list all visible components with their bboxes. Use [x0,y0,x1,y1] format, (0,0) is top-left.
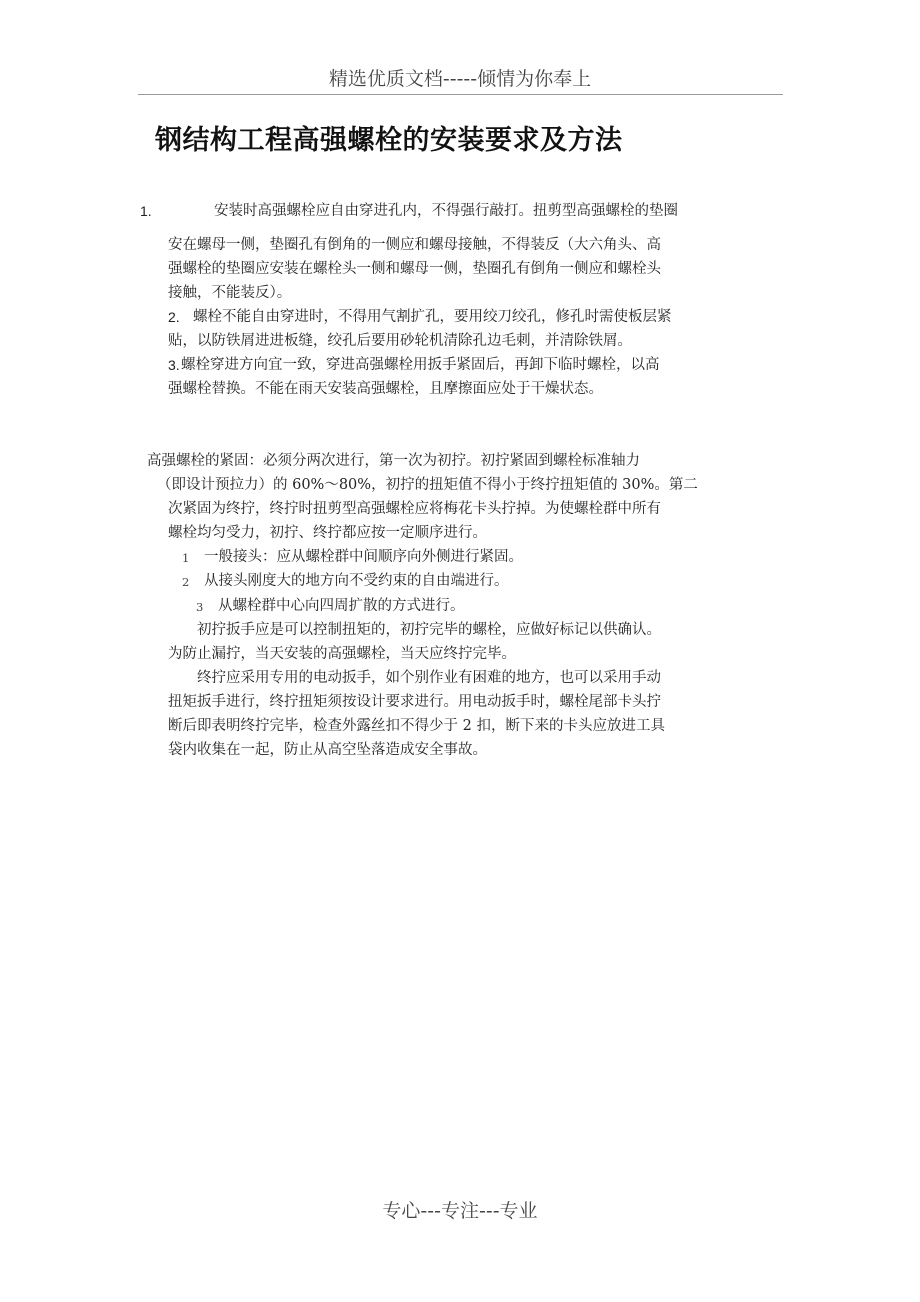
paragraph-line: 断后即表明终拧完毕，检查外露丝扣不得少于 2 扣，断下来的卡头应放进工具 [168,718,665,734]
paragraph-line: 高强螺栓的紧固：必须分两次进行，第一次为初拧。初拧紧固到螺栓标准轴力 [147,453,640,469]
paragraph-line: 接触，不能装反）。 [168,285,292,301]
page-footer: 专心---专注---专业 [382,1200,538,1222]
step-text: 从螺栓群中心向四周扩散的方式进行。 [218,598,465,614]
paragraph-line: 扭矩扳手进行，终拧扭矩须按设计要求进行。用电动扳手时，螺栓尾部卡头拧 [168,694,661,710]
paragraph-line: （即设计预拉力）的 60%～80%，初拧的扭矩值不得小于终拧扭矩值的 30%。第二 [157,477,698,493]
paragraph-line: 强螺栓替换。不能在雨天安装高强螺栓，且摩擦面应处于干燥状态。 [168,381,603,397]
paragraph-line: 螺栓不能自由穿进时，不得用气割扩孔，要用绞刀绞孔，修孔时需使板层紧 [193,309,672,325]
list-item-number: 2. [168,309,180,325]
paragraph-line: 为防止漏拧，当天安装的高强螺栓，当天应终拧完毕。 [168,646,516,662]
page-header: 精选优质文档-----倾情为你奉上 [328,68,592,90]
paragraph-line: 贴，以防铁屑进进板缝，绞孔后要用砂轮机清除孔边毛刺，并清除铁屑。 [168,333,632,349]
step-number: 3 [196,600,204,614]
list-item-number: 3. [168,357,180,373]
list-item-number: 1. [140,203,152,219]
paragraph-line: 初拧扳手应是可以控制扭矩的，初拧完毕的螺栓，应做好标记以供确认。 [197,622,661,638]
step-number: 1 [182,551,190,565]
paragraph-line: 螺栓均匀受力，初拧、终拧都应按一定顺序进行。 [168,525,487,541]
paragraph-line: 强螺栓的垫圈应安装在螺栓头一侧和螺母一侧，垫圈孔有倒角一侧应和螺栓头 [168,261,661,277]
header-divider [138,94,783,95]
paragraph-line: 袋内收集在一起，防止从高空坠落造成安全事故。 [168,742,487,758]
step-text: 从接头刚度大的地方向不受约束的自由端进行。 [204,573,509,589]
paragraph-line: 螺栓穿进方向宜一致，穿进高强螺栓用扳手紧固后，再卸下临时螺栓，以高 [181,357,660,373]
paragraph-line: 安在螺母一侧，垫圈孔有倒角的一侧应和螺母接触，不得装反（大六角头、高 [168,237,661,253]
step-number: 2 [182,575,190,589]
paragraph-line: 次紧固为终拧，终拧时扭剪型高强螺栓应将梅花卡头拧掉。为使螺栓群中所有 [168,501,661,517]
paragraph-line: 安装时高强螺栓应自由穿进孔内，不得强行敲打。扭剪型高强螺栓的垫圈 [214,203,678,219]
document-title: 钢结构工程高强螺栓的安装要求及方法 [155,125,623,156]
paragraph-line: 终拧应采用专用的电动扳手，如个别作业有困难的地方，也可以采用手动 [197,670,661,686]
step-text: 一般接头：应从螺栓群中间顺序向外侧进行紧固。 [204,549,523,565]
